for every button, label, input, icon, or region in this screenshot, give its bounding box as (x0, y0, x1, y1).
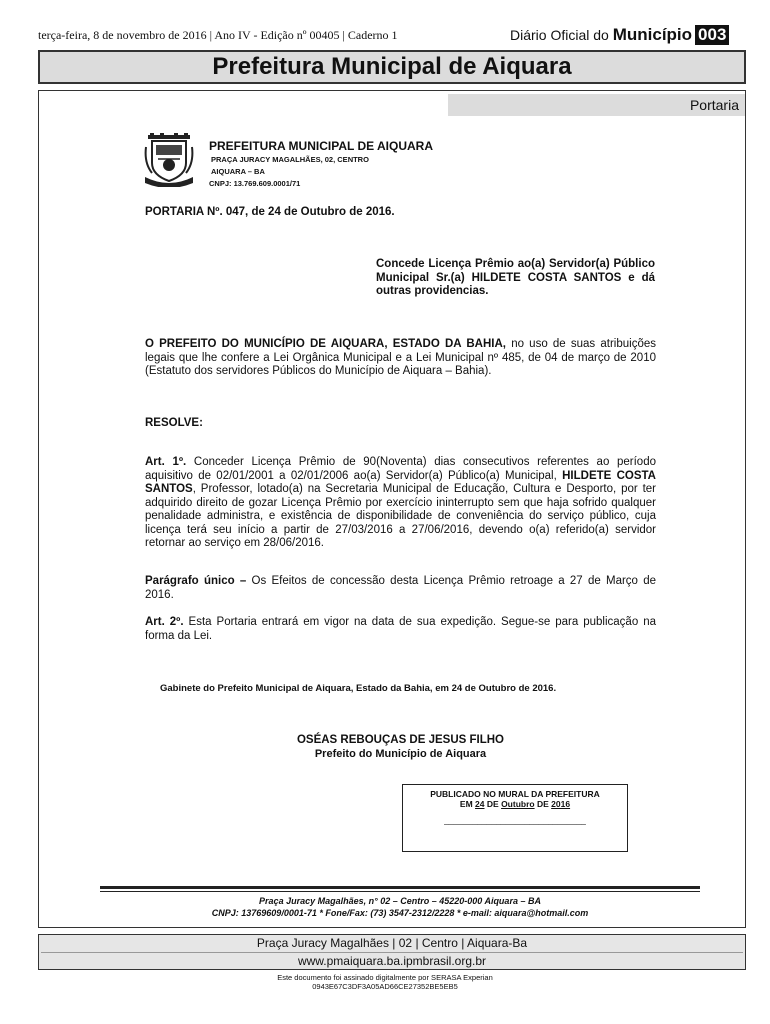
footer-website[interactable]: www.pmaiquara.ba.ipmbrasil.org.br (297, 954, 487, 968)
preamble-paragraph (145, 338, 656, 379)
publication-stamp (402, 784, 628, 852)
publication-line-1: PUBLICADO NO MURAL DA PREFEITURA (430, 789, 600, 799)
signatory-title: Prefeito do Município de Aiquara (314, 748, 487, 760)
page-title: Prefeitura Municipal de Aiquara (212, 53, 572, 80)
article-1-servant-name: HILDETE COSTA SANTOS (145, 469, 656, 495)
resolve-heading: RESOLVE: (145, 417, 203, 429)
footer-address: Praça Juracy Magalhães | 02 | Centro | Aiquara-Ba (256, 936, 528, 950)
article-1-text-b: , Professor, lotado(a) na Secretaria Municipal de Educação, Cultura e Desporto, por ter adquirido direito de gozar Licença Prêmio por exercício ininterrupto sem que haja sofrido qualquer penalidade administra, e existência de disponibilidade de conveniência do serviço público, cuja licença terá seu início a partir de 27/03/2016 a 27/06/2016, devendo o(a) referido(a) servidor retornar ao serviço em 28/06/2016. (145, 483, 656, 549)
publication-year: 2016 (551, 799, 571, 809)
page-number: 003 (695, 25, 729, 45)
masthead-brand: Município (612, 25, 693, 44)
digital-signature-hash: 0943E67C3DF3A05AD66CE27352BE5EB5 (312, 982, 458, 991)
page-footer-bar (38, 934, 746, 970)
masthead (510, 25, 729, 45)
letterhead-city: AIQUARA – BA (211, 167, 265, 176)
publication-de-2: DE (536, 799, 549, 809)
coat-of-arms-icon (144, 133, 194, 187)
publication-month: Outubro (501, 799, 535, 809)
gabinete-line: Gabinete do Prefeito Municipal de Aiquara, Estado da Bahia, em 24 de Outubro de 2016. (160, 683, 557, 694)
signatory-name: OSÉAS REBOUÇAS DE JESUS FILHO (296, 734, 505, 746)
publication-blank-line: ______________________________ (444, 815, 586, 825)
preamble-authority: O PREFEITO DO MUNICÍPIO DE AIQUARA, ESTADO DA BAHIA, (145, 338, 506, 350)
paragrafo-label: Parágrafo único – (145, 575, 247, 587)
section-label: Portaria (448, 94, 745, 116)
letterhead-cnpj: CNPJ: 13.769.609.0001/71 (209, 179, 301, 188)
publication-date (403, 799, 627, 809)
portaria-ementa: Concede Licença Prêmio ao(a) Servidor(a) Público Municipal Sr.(a) HILDETE COSTA SANTOS e dá outras providencias. (376, 258, 655, 297)
masthead-prefix: Diário Oficial do (510, 27, 609, 43)
paragrafo-text: Os Efeitos de concessão desta Licença Prêmio retroage a 27 de Março de 2016. (145, 575, 656, 601)
article-1-label: Art. 1º. (145, 456, 187, 468)
publication-de-1: DE (486, 799, 499, 809)
letterhead-org-name: PREFEITURA MUNICIPAL DE AIQUARA (209, 139, 434, 153)
article-1-text-a: Conceder Licença Prêmio de 90(Noventa) dias consecutivos referentes ao período aquisitivo de 02/01/2001 a 02/01/2006 ao(a) Servidor(a) Público(a) Municipal, (145, 456, 656, 482)
article-2-label: Art. 2º. (145, 616, 184, 628)
article-2 (145, 616, 656, 643)
digital-signature-note: Este documento foi assinado digitalmente por SERASA Experian (277, 973, 493, 982)
edition-dateline: terça-feira, 8 de novembro de 2016 | Ano IV - Edição nº 00405 | Caderno 1 (38, 28, 398, 42)
portaria-heading: PORTARIA Nº. 047, de 24 de Outubro de 2016. (145, 206, 395, 218)
footer-rule-thick (100, 886, 700, 889)
publication-day: 24 (475, 799, 485, 809)
title-bar (38, 50, 746, 84)
letter-footer-address: Praça Juracy Magalhães, n° 02 – Centro – 45220-000 Aiquara – BA (259, 896, 541, 906)
paragrafo-unico (145, 575, 656, 602)
preamble-text: no uso de suas atribuições legais que lhe confere a Lei Orgânica Municipal e a Lei Municipal nº 485, de 04 de março de 2010 (Estatuto dos servidores Públicos do Município de Aiquara – Bahia). (145, 338, 656, 377)
publication-em: EM (459, 799, 473, 809)
article-2-text: Esta Portaria entrará em vigor na data de sua expedição. Segue-se para publicação na forma da Lei. (145, 616, 656, 642)
footer-rule-thin (100, 891, 700, 892)
letter-footer-contact: CNPJ: 13769609/0001-71 * Fone/Fax: (73) 3547-2312/2228 * e-mail: aiquara@hotmail.com (211, 908, 589, 918)
letterhead-address: PRAÇA JURACY MAGALHÃES, 02, CENTRO (211, 155, 369, 164)
article-1 (145, 456, 656, 551)
